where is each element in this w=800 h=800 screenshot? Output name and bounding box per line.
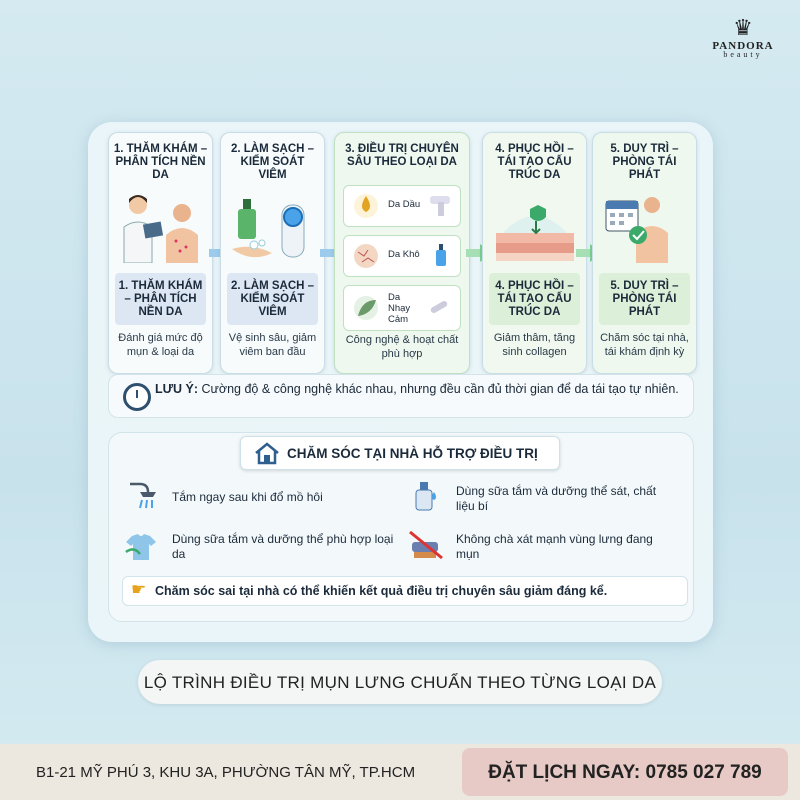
skin-type-label: Da Nhạy Cảm (388, 292, 411, 325)
lotion-bottle-icon (412, 478, 440, 512)
note-label: LƯU Ý: (155, 382, 199, 396)
note-body: Cường độ & công nghệ khác nhau, nhưng đều cần đủ thời gian để da tái tạo tự nhiên. (201, 382, 679, 396)
step-desc: Công nghệ & hoạt chất phù hợp (345, 334, 459, 360)
step-desc: Đánh giá mức độ mụn & loại da (118, 332, 203, 358)
step-2 (220, 132, 325, 374)
tshirt-icon (124, 532, 158, 562)
skin-type-label: Da Dầu (388, 199, 421, 210)
leaf-icon (348, 288, 388, 328)
oil-drop-icon (348, 186, 388, 226)
home-care-warning (122, 576, 688, 606)
treatment-steps (108, 132, 693, 372)
brand-logo (708, 18, 778, 78)
home-care-title-box (240, 436, 560, 470)
house-icon (253, 441, 281, 465)
skin-type-label: Da Khô (388, 249, 420, 260)
note-box (108, 374, 694, 418)
device-icon (426, 190, 456, 220)
no-scrub-icon (408, 528, 444, 560)
step-3 (334, 132, 470, 374)
step-1 (108, 132, 213, 374)
banner-title: LỘ TRÌNH ĐIỀU TRỊ MỤN LƯNG CHUẨN THEO TỪNG LOẠI DA (143, 673, 657, 692)
step-subtitle: 5. DUY TRÌ – PHÒNG TÁI PHÁT (599, 273, 690, 325)
dry-skin-icon (348, 236, 388, 276)
serum-bottle-icon (426, 240, 456, 270)
step-4 (482, 132, 587, 374)
calendar-back-illustration (599, 191, 690, 263)
step-subtitle: 2. LÀM SẠCH – KIỂM SOÁT VIÊM (227, 273, 318, 325)
step-title: 5. DUY TRÌ – PHÒNG TÁI PHÁT (610, 143, 679, 181)
shower-icon (126, 480, 156, 514)
address: B1-21 MỸ PHÚ 3, KHU 3A, PHƯỜNG TÂN MỸ, TP.HCM (36, 764, 416, 781)
step-title: 4. PHỤC HỒI – TÁI TẠO CẤU TRÚC DA (495, 143, 574, 181)
step-desc: Giảm thâm, tăng sinh collagen (493, 332, 576, 358)
doctor-exam-illustration (115, 191, 206, 263)
note-text (155, 382, 685, 397)
skin-regeneration-illustration (489, 191, 580, 263)
skin-type-oily (343, 185, 461, 227)
pointing-hand-icon: ☛ (131, 580, 147, 600)
laser-pen-icon (426, 292, 456, 322)
clock-icon (123, 383, 151, 411)
tip-text: Dùng sữa tắm và dưỡng thể sát, chất liệu bí (456, 484, 657, 513)
step-title: 2. LÀM SẠCH – KIỂM SOÁT VIÊM (230, 143, 315, 181)
step-title: 1. THĂM KHÁM – PHÂN TÍCH NỀN DA (113, 143, 208, 181)
home-care-title: CHĂM SÓC TẠI NHÀ HỖ TRỢ ĐIỀU TRỊ (287, 446, 538, 461)
brand-sub: beauty (723, 50, 763, 59)
step-subtitle: 1. THĂM KHÁM – PHÂN TÍCH NỀN DA (115, 273, 206, 325)
warning-text: Chăm sóc sai tại nhà có thể khiến kết quả điều trị chuyên sâu giảm đáng kể. (155, 584, 608, 598)
crown-icon: ♛ (733, 16, 753, 41)
skin-type-sensitive (343, 285, 461, 331)
book-now-button[interactable] (462, 748, 788, 796)
brand-name: PANDORA (712, 40, 774, 52)
step-subtitle: 4. PHỤC HỒI – TÁI TẠO CẤU TRÚC DA (489, 273, 580, 325)
book-now-label: ĐẶT LỊCH NGAY: 0785 027 789 (488, 762, 762, 783)
step-5 (592, 132, 697, 374)
tip-text: Dùng sữa tắm và dưỡng thể phù hợp loại da (172, 532, 394, 561)
tip-text: Tắm ngay sau khi đổ mồ hôi (172, 490, 323, 504)
step-desc: Vệ sinh sâu, giảm viêm ban đầu (228, 332, 317, 358)
step-desc: Chăm sóc tại nhà, tái khám định kỳ (600, 332, 689, 358)
title-banner (138, 660, 662, 704)
step-title: 3. ĐIỀU TRỊ CHUYÊN SÂU THEO LOẠI DA (345, 143, 459, 168)
cleansing-illustration (227, 191, 318, 263)
tip-text: Không chà xát mạnh vùng lưng đang mụn (456, 532, 653, 561)
skin-type-dry (343, 235, 461, 277)
